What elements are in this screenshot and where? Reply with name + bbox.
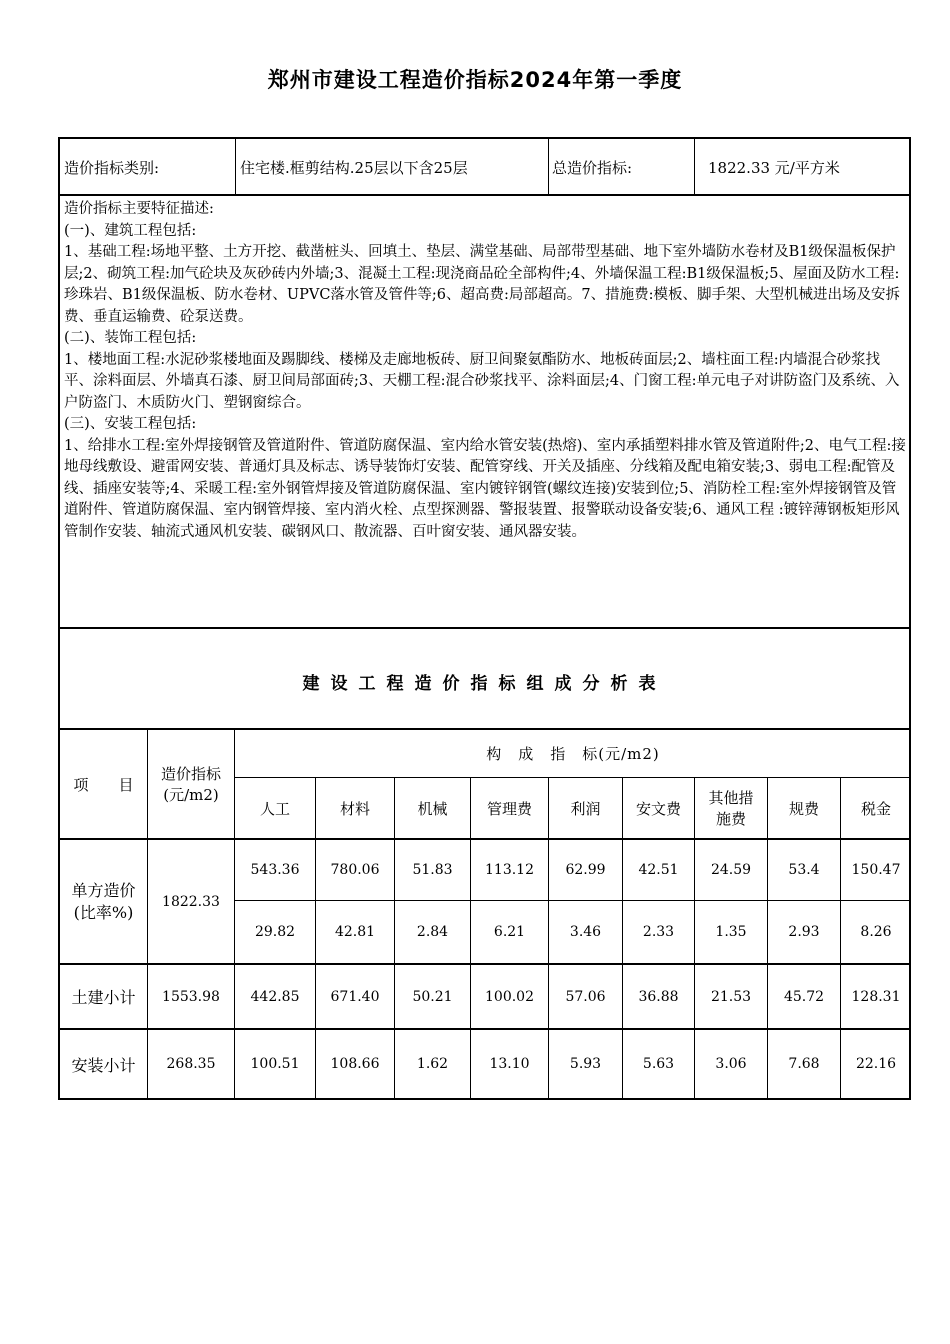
header-row	[58, 137, 911, 196]
install-total: 268.35	[166, 1056, 216, 1072]
unit-value: 24.59	[710, 862, 752, 878]
desc-heading: 造价指标主要特征描述:	[64, 201, 214, 217]
civil-total: 1553.98	[162, 988, 220, 1005]
composition-header: 构 成 指 标(元/m2)	[486, 745, 660, 763]
unit-value: 543.36	[250, 862, 300, 878]
install-value: 22.16	[855, 1056, 897, 1072]
col-labor: 人工	[259, 799, 290, 818]
civil-value: 57.06	[565, 988, 606, 1005]
col-profit: 利润	[570, 799, 601, 818]
unit-value: 780.06	[330, 862, 380, 878]
col-material: 材料	[339, 799, 370, 818]
unit-value: 62.99	[565, 862, 606, 878]
civil-value: 50.21	[412, 988, 453, 1005]
civil-value: 36.88	[638, 988, 679, 1005]
civil-value: 128.31	[851, 988, 901, 1005]
civil-value: 45.72	[783, 988, 825, 1005]
install-value: 1.62	[416, 1056, 449, 1072]
col-tax: 税金	[860, 799, 891, 818]
ratio-value: 3.46	[569, 924, 602, 940]
total-label: 总造价指标:	[552, 159, 633, 177]
analysis-title-block	[58, 627, 911, 730]
desc-section-civil: (一)、建筑工程包括:	[64, 222, 197, 239]
install-value: 13.10	[489, 1056, 530, 1072]
col-safety: 安文费	[635, 799, 681, 818]
civil-value: 671.40	[330, 988, 380, 1005]
install-value: 7.68	[788, 1056, 820, 1072]
ratio-value: 2.84	[416, 924, 449, 940]
civil-value: 100.02	[485, 988, 534, 1005]
category-value: 住宅楼.框剪结构.25层以下含25层	[240, 159, 468, 177]
category-label: 造价指标类别:	[64, 159, 160, 177]
install-value: 5.63	[642, 1056, 675, 1072]
civil-label: 土建小计	[71, 988, 136, 1007]
desc-section-install: (三)、安装工程包括:	[64, 416, 197, 432]
page-title: 郑州市建设工程造价指标2024年第一季度	[267, 68, 683, 92]
install-value: 3.06	[715, 1056, 747, 1072]
total-value: 1822.33 元/平方米	[708, 159, 840, 177]
analysis-table	[58, 728, 911, 1100]
unit-value: 53.4	[788, 862, 820, 878]
analysis-title: 建设工程造价指标组成分析表	[302, 674, 667, 694]
unit-value: 51.83	[412, 862, 453, 878]
index-header: 造价指标(元/m2)	[160, 765, 221, 804]
ratio-value: 8.26	[860, 924, 892, 940]
install-value: 5.93	[569, 1056, 602, 1072]
unit-value: 150.47	[851, 862, 901, 878]
unit-total: 1822.33	[162, 893, 220, 910]
install-label: 安装小计	[71, 1055, 136, 1075]
desc-civil-text: 1、基础工程:场地平整、土方开挖、截凿桩头、回填土、垫层、满堂基础、局部带型基础、地下室外墙防水卷材及B1级保温板保护层;2、砌筑工程:加气砼块及灰砂砖内外墙;3、混凝土工程:现浇商品砼全部构件;4、外墙保温工程:B1级保温板;5、屋面及防水工程:珍珠岩、B1级保温板、防水卷材、UPVC落水管及管件等;6、超高费:局部超高。7、措施费:模板、脚手架、大型机械进出场及安拆费、垂直运输费、砼泵送费。	[64, 244, 901, 325]
col-management: 管理费	[486, 799, 532, 818]
ratio-value: 29.82	[254, 924, 296, 940]
desc-install-text: 1、给排水工程:室外焊接钢管及管道附件、管道防腐保温、室内给水管安装(热熔)、室内承插塑料排水管及管道附件;2、电气工程:接地母线敷设、避雷网安装、普通灯具及标志、诱导装饰灯安装、配管穿线、开关及插座、分线箱及配电箱安装;3、弱电工程:配管及线、插座安装等;4、采暖工程:室外钢管焊接及管道防腐保温、室内镀锌钢管(螺纹连接)安装到位;5、消防栓工程:室外焊接钢管及管道附件、管道防腐保温、室内钢管焊接、室内消火栓、点型探测器、警报装置、报警联动设备安装;6、通风工程 :镀锌薄钢板矩形风管制作安装、轴流式通风机安装、碳钢风口、散流器、百叶窗安装、通风器安装。	[64, 437, 906, 540]
ratio-value: 2.93	[788, 924, 820, 940]
col-machinery: 机械	[417, 799, 448, 818]
install-value: 108.66	[330, 1056, 380, 1072]
ratio-value: 1.35	[715, 924, 747, 940]
civil-value: 442.85	[250, 988, 300, 1005]
install-value: 100.51	[250, 1056, 300, 1072]
ratio-value: 42.81	[334, 924, 376, 940]
col-fees: 规费	[788, 799, 819, 818]
unit-row-label: 单方造价(比率%)	[71, 880, 136, 922]
unit-value: 113.12	[485, 862, 534, 878]
description-block	[58, 194, 911, 629]
civil-value: 21.53	[710, 988, 752, 1005]
item-header: 项 目	[73, 775, 134, 794]
col-other-measures: 其他措施费	[708, 789, 754, 828]
desc-decor-text: 1、楼地面工程:水泥砂浆楼地面及踢脚线、楼梯及走廊地板砖、厨卫间聚氨酯防水、地板砖面层;2、墙柱面工程:内墙混合砂浆找平、涂料面层、外墙真石漆、厨卫间局部面砖;3、天棚工程:混合砂浆找平、涂料面层;4、门窗工程:单元电子对讲防盗门及系统、入户防盗门、木质防火门、塑钢窗综合。	[64, 351, 900, 411]
ratio-value: 2.33	[642, 924, 675, 940]
ratio-value: 6.21	[493, 924, 526, 940]
desc-section-decor: (二)、装饰工程包括:	[64, 330, 197, 346]
unit-value: 42.51	[638, 862, 679, 878]
